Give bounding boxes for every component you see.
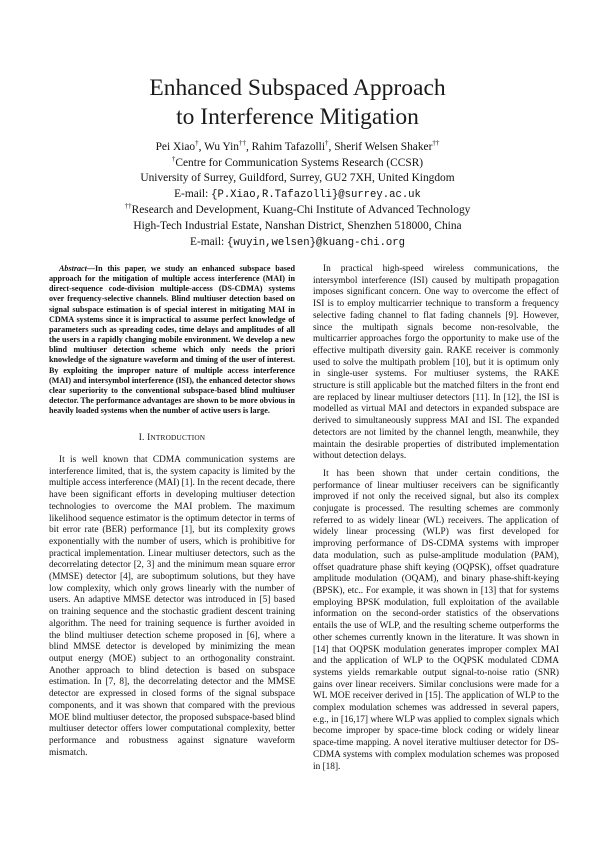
affiliation-2-name: ††Research and Development, Kuang-Chi Institute of Advanced Technology <box>124 202 471 217</box>
section-heading-introduction: I. INTRODUCTION <box>138 433 206 444</box>
paper-title <box>0 74 595 132</box>
author-block <box>0 140 595 251</box>
email-2: E-mail: {wuyin,welsen}@kuang-chi.org <box>189 235 406 249</box>
affiliation-1-address: University of Surrey, Guildford, Surrey, GU2 7XH, United Kingdom <box>140 172 455 185</box>
email-1-link[interactable]: {P.Xiao,R.Tafazolli}@surrey.ac.uk <box>211 188 421 201</box>
paragraph: It is well known that CDMA communication systems are interference limited, that is, the system capacity is limited by the multiple access interference (MAI) [1]. In the recent decade, there have been significant efforts in developing multiuser detection technologies to overcome the MAI problem. The maximum likelihood sequence estimator is the optimum detector in terms of bit error rate (BER) performance [1], but its complexity grows exponentially with the number of users, which is prohibitive for practical implementation. Linear multiuser detectors, such as the decorrelating detector [2, 3] and the minimum mean square error (MMSE) detector [4], are suboptimum solutions, but they have low complexity, which only grows linearly with the number of users. An adaptive MMSE detector was introduced in [5] based on training sequence and the stochastic gradient descent training algorithm. The need for training sequence is further avoided in the blind multiuser detection scheme proposed in [6], where a blind MMSE detector is developed by minimizing the mean output energy (MOE) subject to an orthogonality constraint. Another approach to blind detection is based on subspace estimation. In [7, 8], the decorrelating detector and the MMSE detector are expressed in closed forms of the signal subspace components, and it was shown that compared with the previous MOE blind multiuser detector, the proposed subspace-based blind multiuser detector offers lower computational complexity, better performance and robustness against signature waveform mismatch. <box>49 455 295 758</box>
title-line-1: Enhanced Subspaced Approach <box>149 75 446 101</box>
abstract-text: —In this paper, we study an enhanced subspace based approach for the mitigation of multiple access interference (MAI) in direct-sequence code-division multiple-access (DS-CDMA) systems over frequency-selective channels. Blind multiuser detection based on signal subspace estimation is of special interest in mitigating MAI in CDMA systems since it is impractical to assume perfect knowledge of parameters such as spreading codes, time delays and amplitudes of all the users in a rapidly changing mobile environment. We develop a new blind multiuser detection scheme which only needs the priori knowledge of the signature waveform and timing of the user of interest. By exploiting the improper nature of multiple access interference (MAI) and intersymbol interference (ISI), the enhanced detector shows clear superiority to the conventional subspace-based blind multiuser detector. The performance advantages are shown to be more obvious in heavily loaded systems when the number of active users is large. <box>49 264 295 416</box>
paragraph: It has been shown that under certain conditions, the performance of linear multiuser receivers can be significantly improved if not only the received signal, but also its complex conjugate is processed. The resulting schemes are commonly referred to as widely linear (WL) receivers. The application of widely linear processing (WLP) was first developed for improving performance of DS-CDMA systems with improper data modulation, such as pulse-amplitude modulation (PAM), offset quadrature phase shift keying (OQPSK), offset quadrature amplitude modulation (OQAM), and binary phase-shift-keying (BPSK), etc.. For example, it was shown in [13] that for systems employing BPSK modulation, full exploitation of the available information on the second-order statistics of the observations entails the use of WLP, and the resulting scheme outperforms the other schemes currently known in the literature. It was shown in [14] that OQPSK modulation generates improper complex MAI and the application of WLP to the OQPSK modulated CDMA systems yields remarkable output signal-to-noise ratio (SNR) gains over linear receivers. Similar conclusions were made for a WL MOE receiver derived in [15]. The application of WLP to the complex modulation schemes was addressed in several papers, e.g., in [16,17] where WLP was applied to complex signals which become improper by space-time block coding or widely linear space-time mapping. A novel iterative multiuser detector for DS-CDMA systems with complex modulation schemes was proposed in [18]. <box>313 468 559 772</box>
affiliation-1-name: †Centre for Communication Systems Research (CCSR) <box>171 154 424 169</box>
email-1: E-mail: {P.Xiao,R.Tafazolli}@surrey.ac.uk <box>174 187 421 201</box>
left-column <box>49 264 295 763</box>
abstract-label: Abstract <box>59 264 87 273</box>
paragraph: In practical high-speed wireless communications, the intersymbol interference (ISI) caused by multipath propagation imposes significant concern. One way to overcome the effect of ISI is to employ multicarrier technique to transform a frequency selective fading channel to flat fading channels [9]. However, since the multipath signals become non-resolvable, the multicarrier approaches forgo the opportunity to make use of the effective multipath diversity gain. RAKE receiver is commonly used to solve the multipath problem [10], but it is optimum only in single-user systems. For multiuser systems, the RAKE structure is still applicable but the matched filters in the front end are replaced by linear multiuser detectors [11]. In [12], the ISI is modelled as virtual MAI and detectors in expanded subspace are derived to simultaneously suppress MAI and ISI. The expanded detectors are not limited by the channel length, meanwhile, they maintain the desirable properties of distributed implementation without detection delays. <box>313 264 559 462</box>
right-column <box>313 264 559 779</box>
title-line-2: to Interference Mitigation <box>176 104 419 130</box>
email-2-link[interactable]: {wuyin,welsen}@kuang-chi.org <box>227 236 406 249</box>
abstract <box>49 264 295 416</box>
affiliation-2-address: High-Tech Industrial Estate, Nanshan District, Shenzhen 518000, China <box>133 219 462 232</box>
author-names: Pei Xiao†, Wu Yin††, Rahim Tafazolli†, Sherif Welsen Shaker†† <box>155 139 440 153</box>
